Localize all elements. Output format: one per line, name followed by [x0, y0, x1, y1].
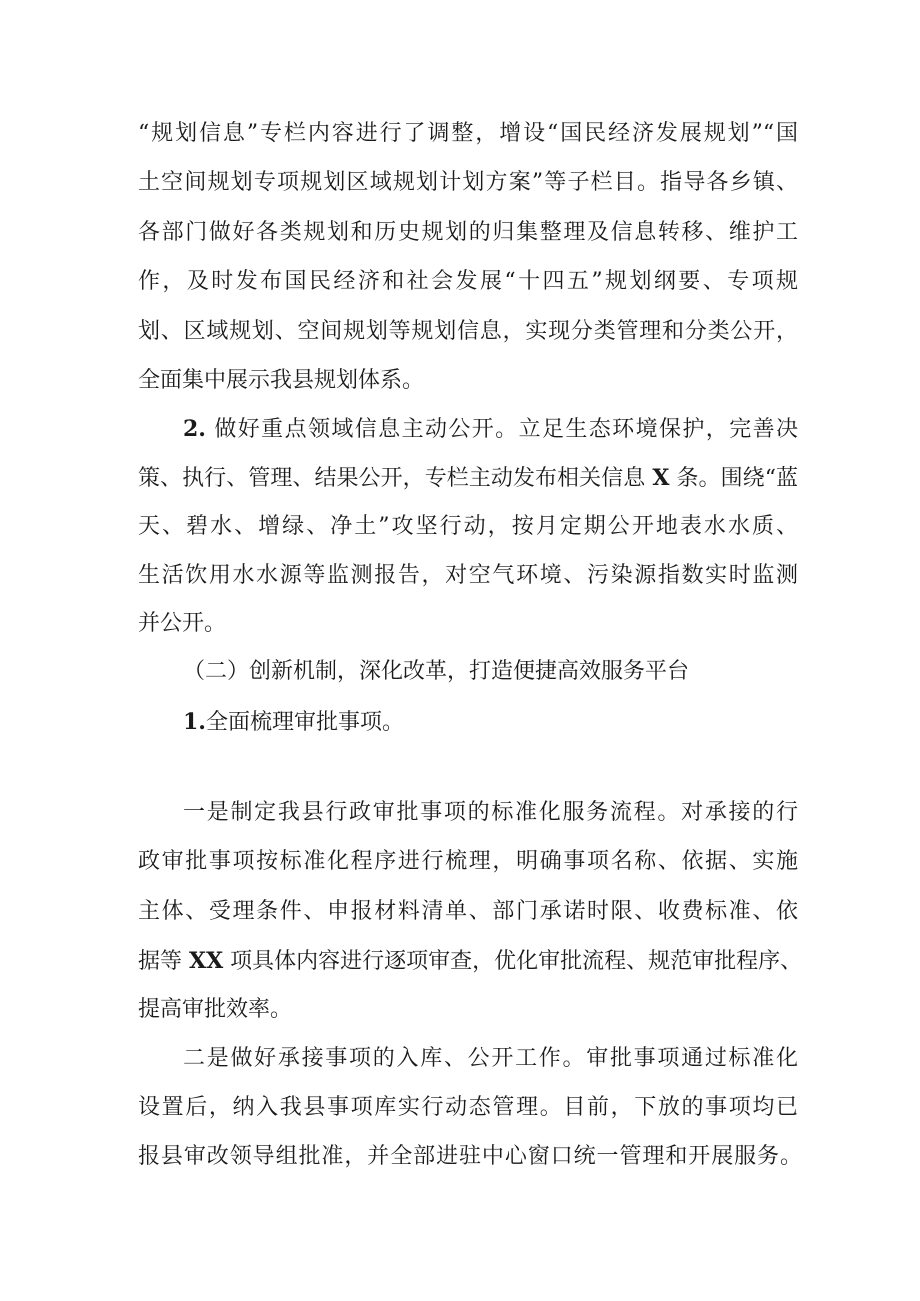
text-line: “规划信息”专栏内容进行了调整，增设“国民经济发展规划”“国 — [138, 121, 798, 146]
text-line: 据等 XX 项具体内容进行逐项审查，优化审批流程、规范审批程序、 — [138, 948, 803, 974]
text-line: 报县审改领导组批准，并全部进驻中心窗口统一管理和开展服务。 — [138, 1144, 802, 1169]
item-heading: 1.全面梳理审批事项。 — [183, 709, 404, 735]
text-line: 全面集中展示我县规划体系。 — [138, 368, 425, 393]
text-line: 提高审批效率。 — [138, 997, 293, 1022]
text-line: 划、区域规划、空间规划等规划信息，实现分类管理和分类公开， — [138, 319, 798, 344]
text-line: 策、执行、管理、结果公开，专栏主动发布相关信息 X 条。围绕“蓝 — [138, 465, 799, 491]
text-line: 2. 做好重点领域信息主动公开。立足生态环境保护，完善决 — [183, 416, 798, 442]
text-line: 设置后，纳入我县事项库实行动态管理。目前，下放的事项均已 — [138, 1095, 798, 1120]
placeholder-count: XX — [189, 948, 224, 974]
text-line: 天、碧水、增绿、净土”攻坚行动，按月定期公开地表水水质、 — [138, 514, 798, 539]
item-number: 1. — [183, 709, 206, 735]
text-line: 并公开。 — [138, 611, 227, 636]
text-line: 各部门做好各类规划和历史规划的归集整理及信息转移、维护工 — [138, 220, 798, 245]
item-number: 2. — [183, 416, 206, 442]
text-line: 政审批事项按标准化程序进行梳理，明确事项名称、依据、实施 — [138, 849, 798, 874]
text-line: 一是制定我县行政审批事项的标准化服务流程。对承接的行 — [183, 800, 798, 825]
section-heading: （二）创新机制，深化改革，打造便捷高效服务平台 — [183, 659, 690, 684]
text-line: 二是做好承接事项的入库、公开工作。审批事项通过标准化 — [183, 1046, 798, 1071]
text-line: 主体、受理条件、申报材料清单、部门承诺时限、收费标准、依 — [138, 899, 798, 924]
text-line: 作，及时发布国民经济和社会发展“十四五”规划纲要、专项规 — [138, 269, 798, 294]
text-line: 土空间规划专项规划区域规划计划方案”等子栏目。指导各乡镇、 — [138, 170, 798, 195]
text-line: 生活饮用水水源等监测报告，对空气环境、污染源指数实时监测 — [138, 563, 798, 588]
placeholder-count: X — [652, 465, 670, 491]
